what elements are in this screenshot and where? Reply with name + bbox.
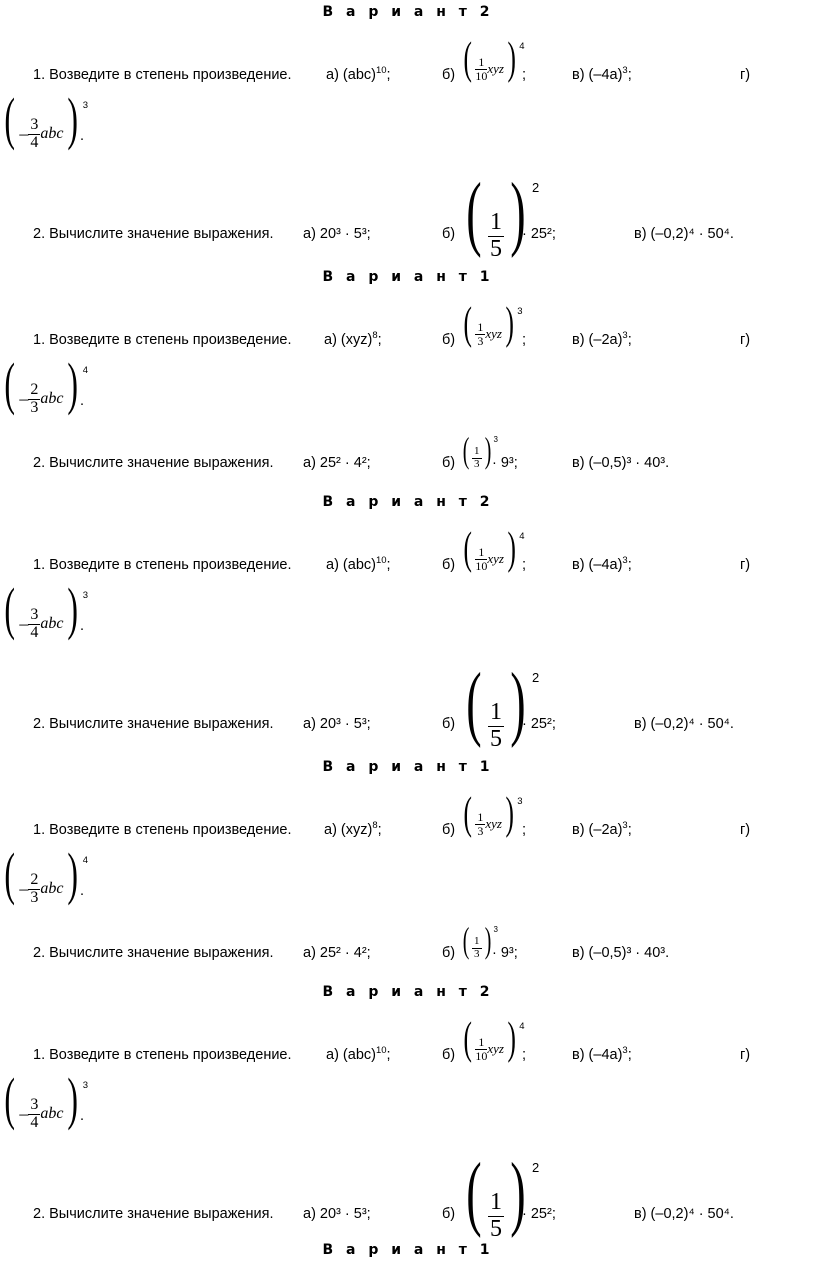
task1-part-v-exponent: 3 — [622, 65, 628, 76]
fraction-denominator: 3 — [477, 333, 484, 348]
right-paren: ) — [67, 1066, 79, 1131]
semicolon: ; — [627, 822, 632, 838]
task1-part-a — [326, 1047, 391, 1063]
fraction-numerator: 1 — [489, 209, 502, 236]
fraction-denominator: 10 — [475, 68, 488, 83]
task1-part-v-exponent: 3 — [622, 330, 628, 341]
fraction — [488, 1190, 504, 1241]
task1-part-b-exponent: 3 — [517, 306, 523, 317]
fraction-numerator: 3 — [30, 115, 39, 133]
semicolon: ; — [627, 1047, 632, 1063]
task1-label: 1. Возведите в степень произведение. — [33, 67, 292, 83]
minus-sign: – — [19, 123, 29, 144]
fraction-denominator: 3 — [474, 947, 480, 960]
task1-part-g-exponent: 4 — [82, 855, 89, 866]
period: . — [80, 883, 85, 899]
period: . — [80, 618, 85, 634]
variant-title: В а р и а н т 1 — [322, 269, 494, 285]
left-paren: ( — [4, 576, 15, 641]
task1-part-b-label: б) — [442, 332, 456, 348]
semicolon: ; — [522, 1047, 527, 1063]
fraction — [488, 700, 504, 751]
task1-label: 1. Возведите в степень произведение. — [33, 557, 292, 573]
task2-part-b-formula — [460, 654, 539, 752]
fraction-denominator: 3 — [477, 823, 484, 838]
task1-part-v — [572, 1047, 632, 1063]
fraction-numerator: 1 — [474, 445, 480, 458]
right-paren: ) — [67, 351, 79, 416]
fraction — [475, 56, 487, 82]
left-paren: ( — [466, 656, 482, 749]
variant-title: В а р и а н т 1 — [322, 1242, 494, 1258]
task1-part-v-exponent: 3 — [622, 555, 628, 566]
fraction — [28, 117, 40, 152]
task2-part-b-exponent: 3 — [493, 925, 498, 934]
fraction — [475, 546, 487, 572]
period: . — [80, 393, 85, 409]
task2-part-v: в) (–0,5)³ · 40³. — [572, 455, 670, 471]
fraction — [488, 210, 504, 261]
task1-part-a-exponent: 8 — [372, 330, 378, 341]
semicolon: ; — [522, 822, 527, 838]
fraction-numerator: 2 — [30, 380, 39, 398]
task1-part-a-exponent: 10 — [375, 65, 387, 76]
task1-part-b-exponent: 4 — [519, 531, 525, 542]
fraction-numerator: 2 — [30, 870, 39, 888]
fraction-denominator: 10 — [475, 1048, 488, 1063]
semicolon: ; — [386, 557, 391, 573]
variant-title: В а р и а н т 2 — [322, 494, 494, 510]
task2-part-b-tail: · 9³; — [492, 455, 518, 471]
task2-part-b-label: б) — [442, 716, 456, 732]
task1-part-g-exponent: 4 — [82, 365, 89, 376]
variable-abc: abc — [40, 125, 64, 143]
task2-part-v: в) (–0,5)³ · 40³. — [572, 945, 670, 961]
semicolon: ; — [627, 332, 632, 348]
fraction-denominator: 5 — [489, 1215, 502, 1242]
task1-part-v-exponent: 3 — [622, 1045, 628, 1056]
variable-abc: abc — [40, 1105, 64, 1123]
task2-part-b-label: б) — [442, 455, 456, 471]
task1-part-v — [572, 822, 632, 838]
task2-part-b-exponent: 3 — [493, 435, 498, 444]
task1-part-a-base: а) (abc) — [326, 67, 376, 83]
task1-part-b-label: б) — [442, 557, 456, 573]
right-paren: ) — [67, 86, 79, 151]
task1-part-b-label: б) — [442, 1047, 456, 1063]
task1-part-g-exponent: 3 — [82, 590, 89, 601]
task2-part-b-tail: · 25²; — [522, 716, 556, 732]
task2-part-b-exponent: 2 — [531, 180, 540, 195]
task2-part-b-label: б) — [442, 1206, 456, 1222]
task1-part-g-formula — [0, 350, 88, 417]
right-paren: ) — [510, 166, 526, 259]
fraction — [475, 811, 485, 837]
fraction — [472, 936, 482, 960]
fraction-denominator: 4 — [30, 133, 39, 151]
right-paren: ) — [505, 787, 514, 838]
task2-part-a: а) 20³ · 5³; — [303, 716, 371, 732]
semicolon: ; — [386, 1047, 391, 1063]
task1-part-a-exponent: 8 — [372, 820, 378, 831]
right-paren: ) — [507, 522, 516, 573]
task1-part-a-base: а) (abc) — [326, 1047, 376, 1063]
fraction-numerator: 1 — [489, 699, 502, 726]
left-paren: ( — [466, 1146, 482, 1239]
period: . — [80, 128, 85, 144]
minus-sign: – — [19, 878, 29, 899]
task2-part-b-formula — [460, 164, 539, 262]
fraction-denominator: 3 — [30, 398, 39, 416]
right-paren: ) — [507, 32, 516, 83]
task2-part-b-tail: · 25²; — [522, 1206, 556, 1222]
task1-label: 1. Возведите в степень произведение. — [33, 1047, 292, 1063]
task1-part-a — [324, 332, 382, 348]
semicolon: ; — [377, 332, 382, 348]
variant-title: В а р и а н т 2 — [322, 984, 494, 1000]
left-paren: ( — [4, 841, 15, 906]
task1-label: 1. Возведите в степень произведение. — [33, 332, 292, 348]
task1-part-b-label: б) — [442, 822, 456, 838]
left-paren: ( — [4, 351, 15, 416]
variable-xyz: xyz — [487, 61, 504, 76]
task2-part-a: а) 25² · 4²; — [303, 455, 371, 471]
task1-part-b-formula — [460, 1011, 525, 1064]
semicolon: ; — [386, 67, 391, 83]
task1-part-g-formula — [0, 85, 88, 152]
task1-part-g-label: г) — [740, 67, 751, 83]
task1-part-a-base: а) (xyz) — [324, 822, 373, 838]
task1-part-g-formula — [0, 575, 88, 642]
task2-part-b-tail: · 9³; — [492, 945, 518, 961]
fraction-numerator: 1 — [477, 320, 484, 335]
fraction-denominator: 4 — [30, 1113, 39, 1131]
fraction-denominator: 10 — [475, 558, 488, 573]
left-paren: ( — [463, 1012, 472, 1063]
right-paren: ) — [67, 841, 79, 906]
variable-xyz: xyz — [485, 816, 502, 831]
task2-part-v: в) (–0,2)⁴ · 50⁴. — [634, 1206, 734, 1222]
task1-part-g-label: г) — [740, 332, 751, 348]
task1-part-a — [324, 822, 382, 838]
left-paren: ( — [463, 787, 472, 838]
fraction-denominator: 4 — [30, 623, 39, 641]
task1-part-g-label: г) — [740, 822, 751, 838]
minus-sign: – — [19, 1103, 29, 1124]
fraction-denominator: 3 — [474, 457, 480, 470]
fraction — [472, 446, 482, 470]
task1-part-a-base: а) (abc) — [326, 557, 376, 573]
task1-part-a — [326, 67, 391, 83]
variable-abc: abc — [40, 390, 64, 408]
task1-part-b-formula — [460, 31, 525, 84]
task1-part-g-label: г) — [740, 1047, 751, 1063]
fraction — [475, 1036, 487, 1062]
task1-part-g-exponent: 3 — [82, 100, 89, 111]
task2-part-b-formula — [460, 1144, 539, 1242]
variable-xyz: xyz — [487, 551, 504, 566]
task1-part-a-exponent: 10 — [375, 1045, 387, 1056]
variant-title: В а р и а н т 2 — [322, 4, 494, 20]
fraction-denominator: 5 — [489, 725, 502, 752]
task2-label: 2. Вычислите значение выражения. — [33, 1206, 274, 1222]
right-paren: ) — [484, 920, 491, 960]
fraction-numerator: 1 — [489, 1189, 502, 1216]
task1-part-a-base: а) (xyz) — [324, 332, 373, 348]
right-paren: ) — [510, 1146, 526, 1239]
task1-part-b-formula — [460, 521, 525, 574]
left-paren: ( — [463, 297, 472, 348]
task1-part-g-label: г) — [740, 557, 751, 573]
right-paren: ) — [510, 656, 526, 749]
variant-title: В а р и а н т 1 — [322, 759, 494, 775]
task2-part-b-exponent: 2 — [531, 670, 540, 685]
variable-abc: abc — [40, 880, 64, 898]
left-paren: ( — [466, 166, 482, 259]
task2-label: 2. Вычислите значение выражения. — [33, 716, 274, 732]
right-paren: ) — [505, 297, 514, 348]
fraction — [28, 607, 40, 642]
right-paren: ) — [484, 430, 491, 470]
left-paren: ( — [462, 430, 470, 470]
task1-part-v-exponent: 3 — [622, 820, 628, 831]
left-paren: ( — [462, 920, 470, 960]
semicolon: ; — [627, 67, 632, 83]
minus-sign: – — [19, 388, 29, 409]
task1-part-a-exponent: 10 — [375, 555, 387, 566]
task1-part-b-exponent: 4 — [519, 41, 525, 52]
task1-part-v-base: в) (–4a) — [572, 1047, 623, 1063]
fraction — [28, 1097, 40, 1132]
variable-xyz: xyz — [485, 326, 502, 341]
task1-part-b-exponent: 4 — [519, 1021, 525, 1032]
task1-part-b-formula — [460, 786, 523, 839]
semicolon: ; — [627, 557, 632, 573]
right-paren: ) — [67, 576, 79, 641]
task1-part-b-formula — [460, 296, 523, 349]
task1-part-g-formula — [0, 840, 88, 907]
left-paren: ( — [463, 522, 472, 573]
task1-part-v-base: в) (–4a) — [572, 67, 623, 83]
task1-part-v-base: в) (–2a) — [572, 332, 623, 348]
task1-part-v — [572, 332, 632, 348]
fraction-numerator: 1 — [475, 56, 487, 70]
task2-part-v: в) (–0,2)⁴ · 50⁴. — [634, 226, 734, 242]
task1-part-g-formula — [0, 1065, 88, 1132]
left-paren: ( — [463, 32, 472, 83]
task1-part-a — [326, 557, 391, 573]
task1-label: 1. Возведите в степень произведение. — [33, 822, 292, 838]
left-paren: ( — [4, 1066, 15, 1131]
variable-xyz: xyz — [487, 1041, 504, 1056]
task2-part-b-label: б) — [442, 226, 456, 242]
task1-part-g-exponent: 3 — [82, 1080, 89, 1091]
task2-part-v: в) (–0,2)⁴ · 50⁴. — [634, 716, 734, 732]
task2-label: 2. Вычислите значение выражения. — [33, 455, 274, 471]
task2-label: 2. Вычислите значение выражения. — [33, 945, 274, 961]
task2-part-b-tail: · 25²; — [522, 226, 556, 242]
task1-part-v-base: в) (–4a) — [572, 557, 623, 573]
fraction-denominator: 3 — [30, 888, 39, 906]
semicolon: ; — [377, 822, 382, 838]
right-paren: ) — [507, 1012, 516, 1063]
task1-part-v — [572, 557, 632, 573]
task2-part-a: а) 20³ · 5³; — [303, 226, 371, 242]
task2-part-b-label: б) — [442, 945, 456, 961]
fraction-denominator: 5 — [489, 235, 502, 262]
semicolon: ; — [522, 332, 527, 348]
task1-part-v-base: в) (–2a) — [572, 822, 623, 838]
fraction — [28, 382, 40, 417]
left-paren: ( — [4, 86, 15, 151]
fraction-numerator: 1 — [475, 1036, 487, 1050]
period: . — [80, 1108, 85, 1124]
fraction — [475, 321, 485, 347]
fraction-numerator: 1 — [475, 546, 487, 560]
task1-part-v — [572, 67, 632, 83]
task1-part-b-label: б) — [442, 67, 456, 83]
semicolon: ; — [522, 557, 527, 573]
task2-part-b-exponent: 2 — [531, 1160, 540, 1175]
task2-part-a: а) 25² · 4²; — [303, 945, 371, 961]
task2-part-a: а) 20³ · 5³; — [303, 1206, 371, 1222]
fraction — [28, 872, 40, 907]
fraction-numerator: 3 — [30, 605, 39, 623]
fraction-numerator: 1 — [474, 935, 480, 948]
variable-abc: abc — [40, 615, 64, 633]
task1-part-b-exponent: 3 — [517, 796, 523, 807]
minus-sign: – — [19, 613, 29, 634]
semicolon: ; — [522, 67, 527, 83]
task2-label: 2. Вычислите значение выражения. — [33, 226, 274, 242]
fraction-numerator: 3 — [30, 1095, 39, 1113]
fraction-numerator: 1 — [477, 810, 484, 825]
